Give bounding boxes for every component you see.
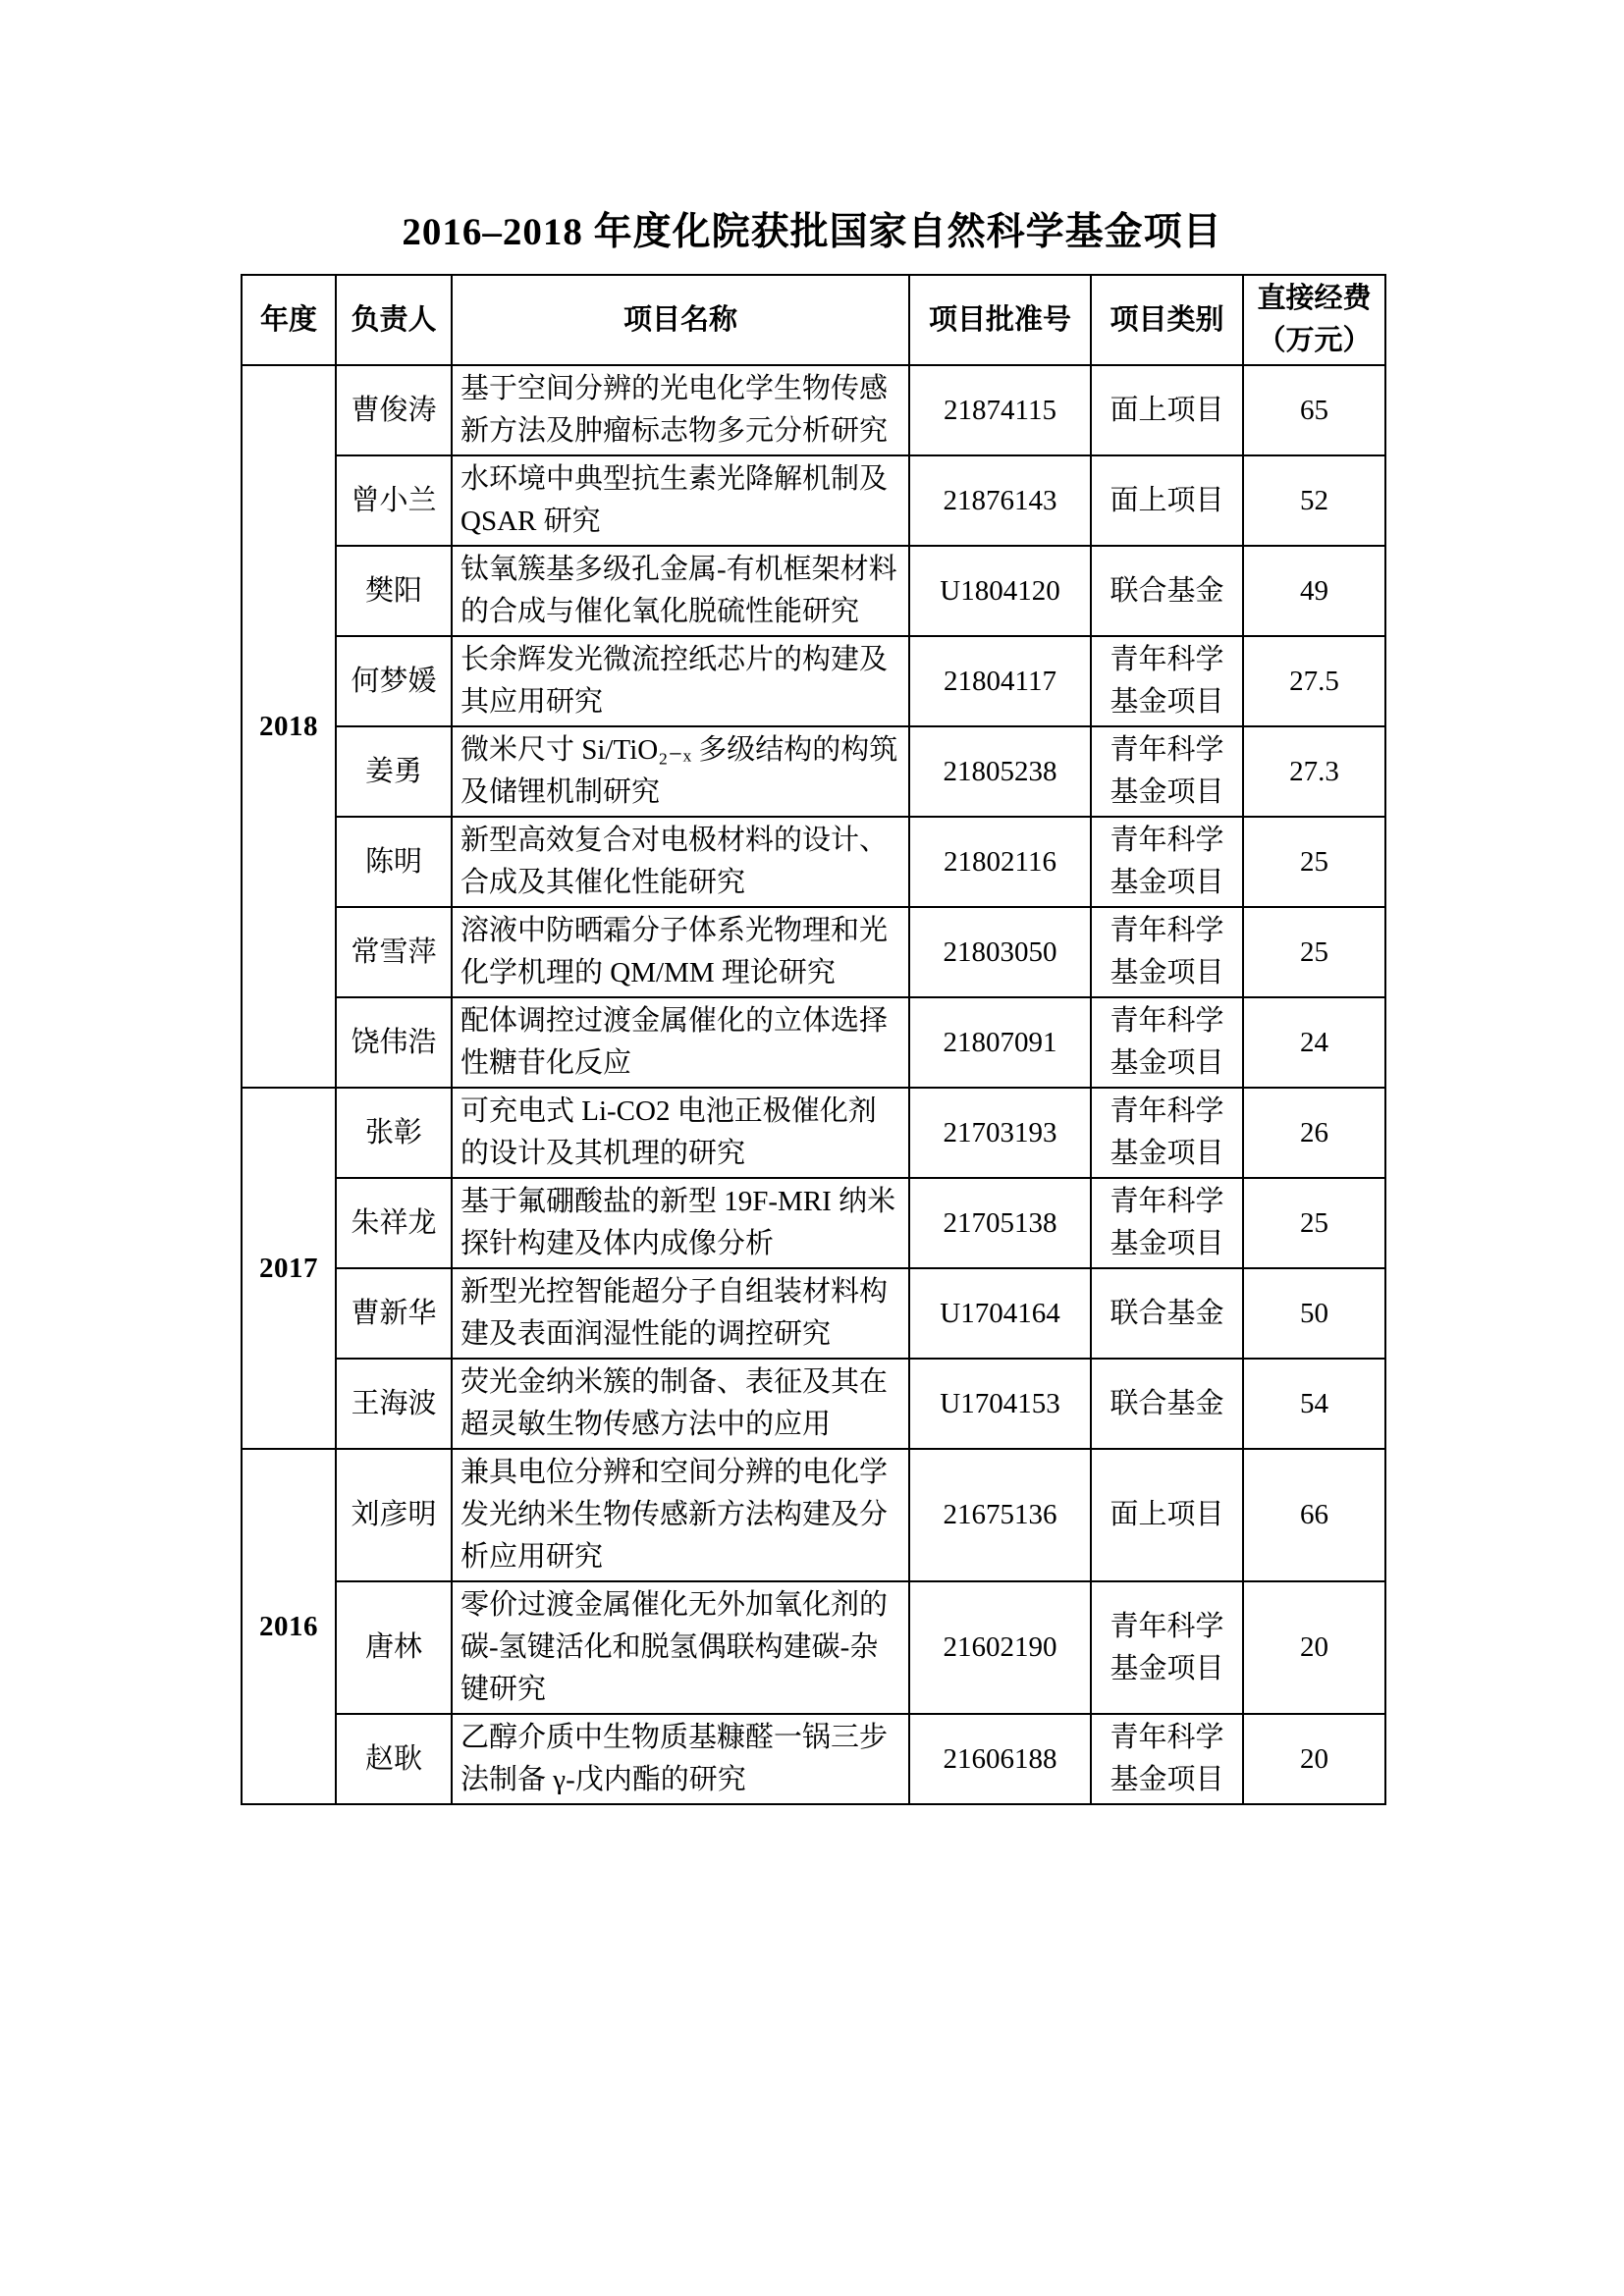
grant-no-cell: 21675136 (909, 1449, 1091, 1581)
grant-no-cell: 21606188 (909, 1714, 1091, 1804)
project-title-cell: 基于氟硼酸盐的新型 19F-MRI 纳米探针构建及体内成像分析 (452, 1178, 909, 1268)
table-row (242, 1178, 1385, 1268)
funding-cell: 49 (1243, 546, 1385, 636)
table-row (242, 365, 1385, 455)
header-funding: 直接经费（万元） (1243, 275, 1385, 365)
funding-cell: 27.3 (1243, 726, 1385, 817)
pi-cell: 王海波 (336, 1359, 452, 1449)
project-title-cell: 配体调控过渡金属催化的立体选择性糖苷化反应 (452, 997, 909, 1088)
category-cell: 联合基金 (1091, 546, 1243, 636)
pi-cell: 刘彦明 (336, 1449, 452, 1581)
projects-table-body (242, 365, 1385, 1804)
pi-cell: 常雪萍 (336, 907, 452, 997)
grant-no-cell: 21804117 (909, 636, 1091, 726)
category-cell: 联合基金 (1091, 1359, 1243, 1449)
project-title-cell: 水环境中典型抗生素光降解机制及QSAR 研究 (452, 455, 909, 546)
category-cell: 面上项目 (1091, 365, 1243, 455)
table-row (242, 1268, 1385, 1359)
grant-no-cell: 21874115 (909, 365, 1091, 455)
category-cell: 青年科学基金项目 (1091, 1178, 1243, 1268)
category-cell: 青年科学基金项目 (1091, 907, 1243, 997)
category-cell: 青年科学基金项目 (1091, 1714, 1243, 1804)
table-row (242, 997, 1385, 1088)
table-row (242, 455, 1385, 546)
pi-cell: 姜勇 (336, 726, 452, 817)
pi-cell: 赵耿 (336, 1714, 452, 1804)
funding-cell: 66 (1243, 1449, 1385, 1581)
table-row (242, 817, 1385, 907)
grant-no-cell: U1804120 (909, 546, 1091, 636)
projects-table (241, 274, 1386, 1805)
project-title-cell: 基于空间分辨的光电化学生物传感新方法及肿瘤标志物多元分析研究 (452, 365, 909, 455)
funding-cell: 65 (1243, 365, 1385, 455)
project-title-cell: 兼具电位分辨和空间分辨的电化学发光纳米生物传感新方法构建及分析应用研究 (452, 1449, 909, 1581)
grant-no-cell: 21802116 (909, 817, 1091, 907)
grant-no-cell: 21703193 (909, 1088, 1091, 1178)
pi-cell: 唐林 (336, 1581, 452, 1714)
project-title-cell: 钛氧簇基多级孔金属-有机框架材料的合成与催化氧化脱硫性能研究 (452, 546, 909, 636)
table-row (242, 726, 1385, 817)
pi-cell: 樊阳 (336, 546, 452, 636)
category-cell: 青年科学基金项目 (1091, 1581, 1243, 1714)
category-cell: 青年科学基金项目 (1091, 817, 1243, 907)
table-row (242, 1088, 1385, 1178)
category-cell: 青年科学基金项目 (1091, 636, 1243, 726)
table-row (242, 636, 1385, 726)
grant-no-cell: U1704153 (909, 1359, 1091, 1449)
pi-cell: 朱祥龙 (336, 1178, 452, 1268)
pi-cell: 饶伟浩 (336, 997, 452, 1088)
category-cell: 联合基金 (1091, 1268, 1243, 1359)
project-title-cell: 乙醇介质中生物质基糠醛一锅三步法制备 γ-戊内酯的研究 (452, 1714, 909, 1804)
table-row (242, 1359, 1385, 1449)
grant-no-cell: U1704164 (909, 1268, 1091, 1359)
funding-cell: 25 (1243, 1178, 1385, 1268)
header-pi: 负责人 (336, 275, 452, 365)
table-row (242, 907, 1385, 997)
pi-cell: 曹俊涛 (336, 365, 452, 455)
project-title-cell: 微米尺寸 Si/TiO₂₋ₓ 多级结构的构筑及储锂机制研究 (452, 726, 909, 817)
funding-cell: 50 (1243, 1268, 1385, 1359)
category-cell: 青年科学基金项目 (1091, 1088, 1243, 1178)
funding-cell: 27.5 (1243, 636, 1385, 726)
pi-cell: 张彰 (336, 1088, 452, 1178)
funding-cell: 20 (1243, 1581, 1385, 1714)
grant-no-cell: 21805238 (909, 726, 1091, 817)
project-title-cell: 新型高效复合对电极材料的设计、合成及其催化性能研究 (452, 817, 909, 907)
page-title: 2016–2018 年度化院获批国家自然科学基金项目 (402, 211, 1222, 253)
project-title-cell: 可充电式 Li-CO2 电池正极催化剂的设计及其机理的研究 (452, 1088, 909, 1178)
pi-cell: 曹新华 (336, 1268, 452, 1359)
header-title: 项目名称 (452, 275, 909, 365)
table-row (242, 1714, 1385, 1804)
grant-no-cell: 21807091 (909, 997, 1091, 1088)
pi-cell: 陈明 (336, 817, 452, 907)
grant-no-cell: 21876143 (909, 455, 1091, 546)
category-cell: 面上项目 (1091, 1449, 1243, 1581)
year-cell: 2018 (242, 365, 336, 1088)
table-row (242, 1581, 1385, 1714)
table-row (242, 546, 1385, 636)
year-cell: 2017 (242, 1088, 336, 1449)
table-row (242, 1449, 1385, 1581)
header-grant-no: 项目批准号 (909, 275, 1091, 365)
table-header-row (242, 275, 1385, 365)
project-title-cell: 荧光金纳米簇的制备、表征及其在超灵敏生物传感方法中的应用 (452, 1359, 909, 1449)
header-category: 项目类别 (1091, 275, 1243, 365)
header-year: 年度 (242, 275, 336, 365)
pi-cell: 何梦媛 (336, 636, 452, 726)
year-cell: 2016 (242, 1449, 336, 1804)
project-title-cell: 零价过渡金属催化无外加氧化剂的碳-氢键活化和脱氢偶联构建碳-杂键研究 (452, 1581, 909, 1714)
category-cell: 青年科学基金项目 (1091, 726, 1243, 817)
funding-cell: 20 (1243, 1714, 1385, 1804)
category-cell: 面上项目 (1091, 455, 1243, 546)
grant-no-cell: 21803050 (909, 907, 1091, 997)
funding-cell: 25 (1243, 817, 1385, 907)
pi-cell: 曾小兰 (336, 455, 452, 546)
funding-cell: 26 (1243, 1088, 1385, 1178)
project-title-cell: 新型光控智能超分子自组装材料构建及表面润湿性能的调控研究 (452, 1268, 909, 1359)
project-title-cell: 溶液中防晒霜分子体系光物理和光化学机理的 QM/MM 理论研究 (452, 907, 909, 997)
project-title-cell: 长余辉发光微流控纸芯片的构建及其应用研究 (452, 636, 909, 726)
grant-no-cell: 21705138 (909, 1178, 1091, 1268)
category-cell: 青年科学基金项目 (1091, 997, 1243, 1088)
funding-cell: 52 (1243, 455, 1385, 546)
funding-cell: 25 (1243, 907, 1385, 997)
grant-no-cell: 21602190 (909, 1581, 1091, 1714)
funding-cell: 54 (1243, 1359, 1385, 1449)
funding-cell: 24 (1243, 997, 1385, 1088)
